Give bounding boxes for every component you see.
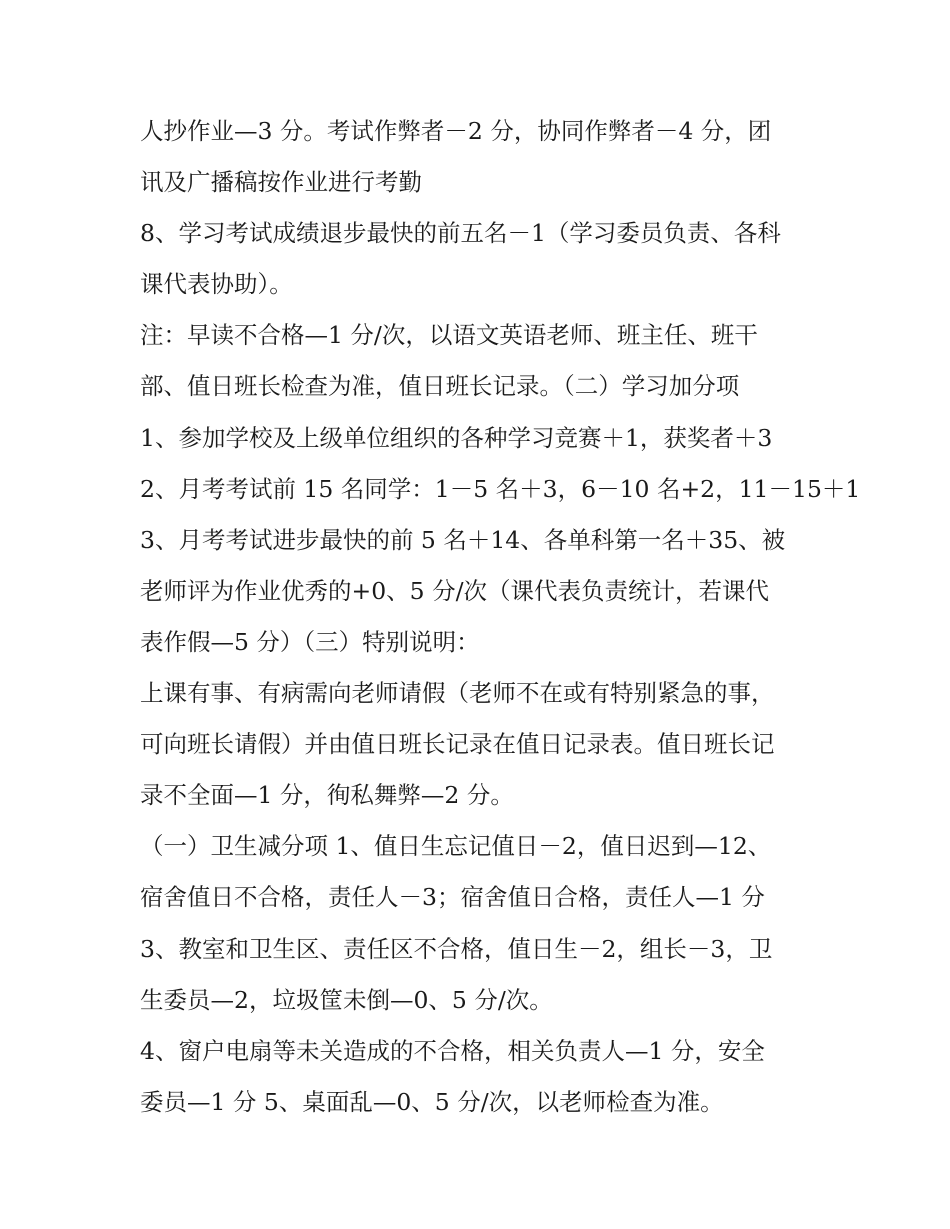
text-line: 生委员—2，垃圾筐未倒—0、5 分/次。 <box>140 985 553 1014</box>
text-line: 录不全面—1 分，徇私舞弊—2 分。 <box>140 781 514 810</box>
text-line: 表作假—5 分）（三）特别说明： <box>140 627 480 656</box>
text-line: （一）卫生减分项 1、值日生忘记值日－2，值日迟到—12、 <box>140 832 772 861</box>
text-line: 部、值日班长检查为准，值日班长记录。（二）学习加分项 <box>140 372 740 401</box>
text-line: 3、教室和卫生区、责任区不合格，值日生－2，组长－3，卫 <box>140 934 773 963</box>
text-line: 上课有事、有病需向老师请假（老师不在或有特别紧急的事， <box>140 679 775 708</box>
text-line: 宿舍值日不合格，责任人－3；宿舍值日合格，责任人—1 分 <box>140 883 765 912</box>
text-line: 讯及广播稿按作业进行考勤 <box>140 168 422 197</box>
text-line: 2、月考考试前 15 名同学：1－5 名＋3，6－10 名+2，11－15＋1 <box>140 474 861 503</box>
document-body <box>140 106 861 1128</box>
text-line: 4、窗户电扇等未关造成的不合格，相关负责人—1 分，安全 <box>140 1036 765 1065</box>
text-line: 可向班长请假）并由值日班长记录在值日记录表。值日班长记 <box>140 730 775 759</box>
text-line: 注：早读不合格—1 分/次，以语文英语老师、班主任、班干 <box>140 321 758 350</box>
text-line: 课代表协助）。 <box>140 270 293 299</box>
text-line: 8、学习考试成绩退步最快的前五名－1（学习委员负责、各科 <box>140 219 781 248</box>
text-line: 老师评为作业优秀的+0、5 分/次（课代表负责统计，若课代 <box>140 576 769 605</box>
text-line: 人抄作业—3 分。考试作弊者－2 分，协同作弊者－4 分，团 <box>140 117 772 145</box>
text-line: 1、参加学校及上级单位组织的各种学习竞赛＋1，获奖者＋3 <box>140 423 773 452</box>
text-line: 委员—1 分 5、桌面乱—0、5 分/次，以老师检查为准。 <box>140 1087 724 1116</box>
text-line: 3、月考考试进步最快的前 5 名＋14、各单科第一名＋35、被 <box>140 525 786 554</box>
